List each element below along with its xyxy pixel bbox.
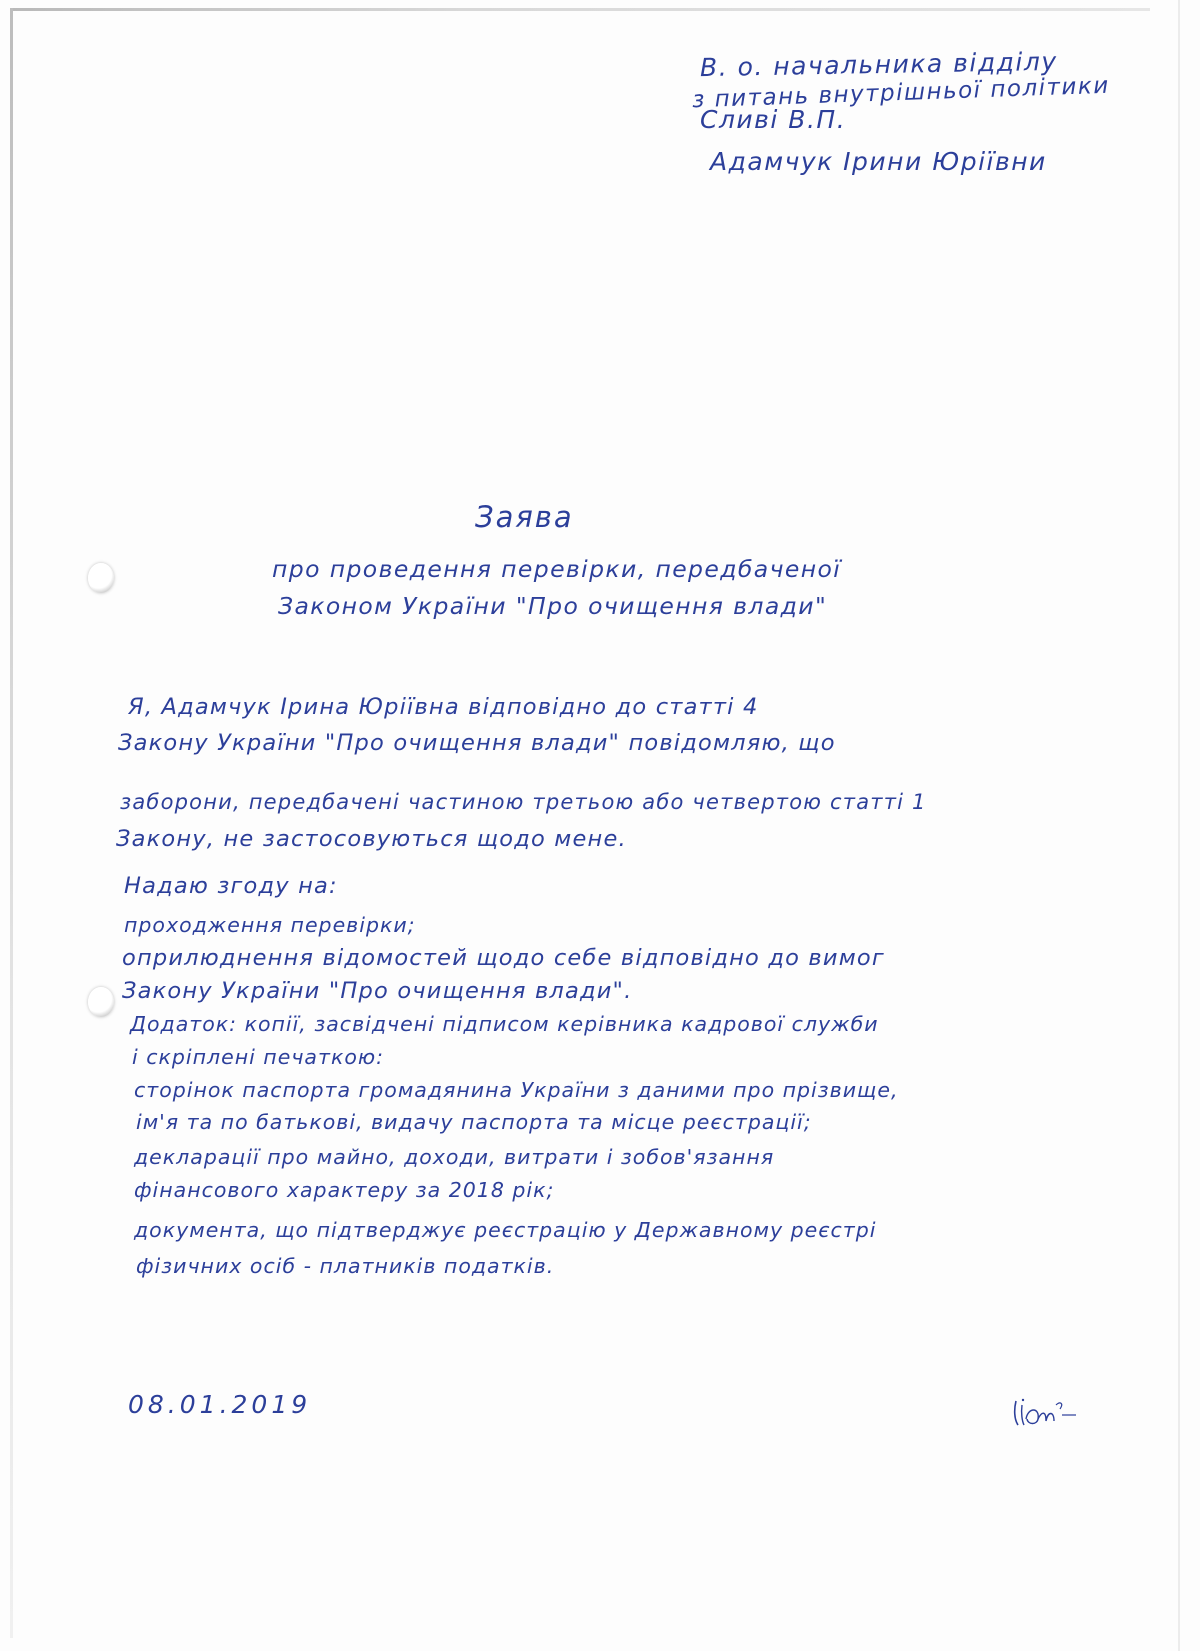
punch-hole-lower	[88, 987, 114, 1017]
body-line-7: оприлюднення відомостей щодо себе відповідно до вимог	[122, 945, 885, 971]
scan-edge-top	[10, 8, 1150, 11]
header-line-3: Сливі В.П.	[700, 105, 847, 134]
scan-edge-right	[1178, 0, 1180, 1651]
body-line-8: Закону України "Про очищення влади".	[122, 978, 633, 1004]
body-line-10: і скріплені печаткою:	[132, 1045, 385, 1069]
body-line-4: Закону, не застосовуються щодо мене.	[116, 826, 627, 852]
body-line-3: заборони, передбачені частиною третьою або четвертою статті 1	[120, 790, 927, 814]
document-title: Заява	[475, 500, 574, 534]
header-line-1: В. о. начальника відділу	[699, 46, 1058, 83]
body-line-6: проходження перевірки;	[124, 913, 416, 937]
body-line-13: декларації про майно, доходи, витрати і зобов'язання	[134, 1145, 775, 1169]
body-line-16: фізичних осіб - платників податків.	[136, 1254, 555, 1278]
body-line-9: Додаток: копії, засвідчені підписом керівника кадрової служби	[130, 1012, 879, 1036]
body-line-12: ім'я та по батькові, видачу паспорта та місце реєстрації;	[136, 1110, 812, 1134]
punch-hole-upper	[88, 563, 114, 593]
body-line-1: Я, Адамчук Ірина Юріївна відповідно до статті 4	[128, 694, 759, 720]
signature	[1010, 1395, 1080, 1429]
header-line-4: Адамчук Ірини Юріївни	[710, 147, 1047, 176]
body-line-2: Закону України "Про очищення влади" повідомляю, що	[118, 730, 836, 756]
scan-edge-left	[10, 8, 13, 1638]
body-line-14: фінансового характеру за 2018 рік;	[134, 1178, 555, 1202]
body-line-11: сторінок паспорта громадянина України з даними про прізвище,	[134, 1078, 899, 1102]
body-line-5: Надаю згоду на:	[124, 873, 338, 899]
document-date: 08.01.2019	[128, 1390, 312, 1419]
header-line-2: з питань внутрішньої політики	[691, 72, 1111, 114]
subtitle-line-2: Законом України "Про очищення влади"	[278, 592, 828, 620]
body-line-15: документа, що підтверджує реєстрацію у Державному реєстрі	[134, 1218, 877, 1242]
subtitle-line-1: про проведення перевірки, передбаченої	[272, 555, 842, 583]
